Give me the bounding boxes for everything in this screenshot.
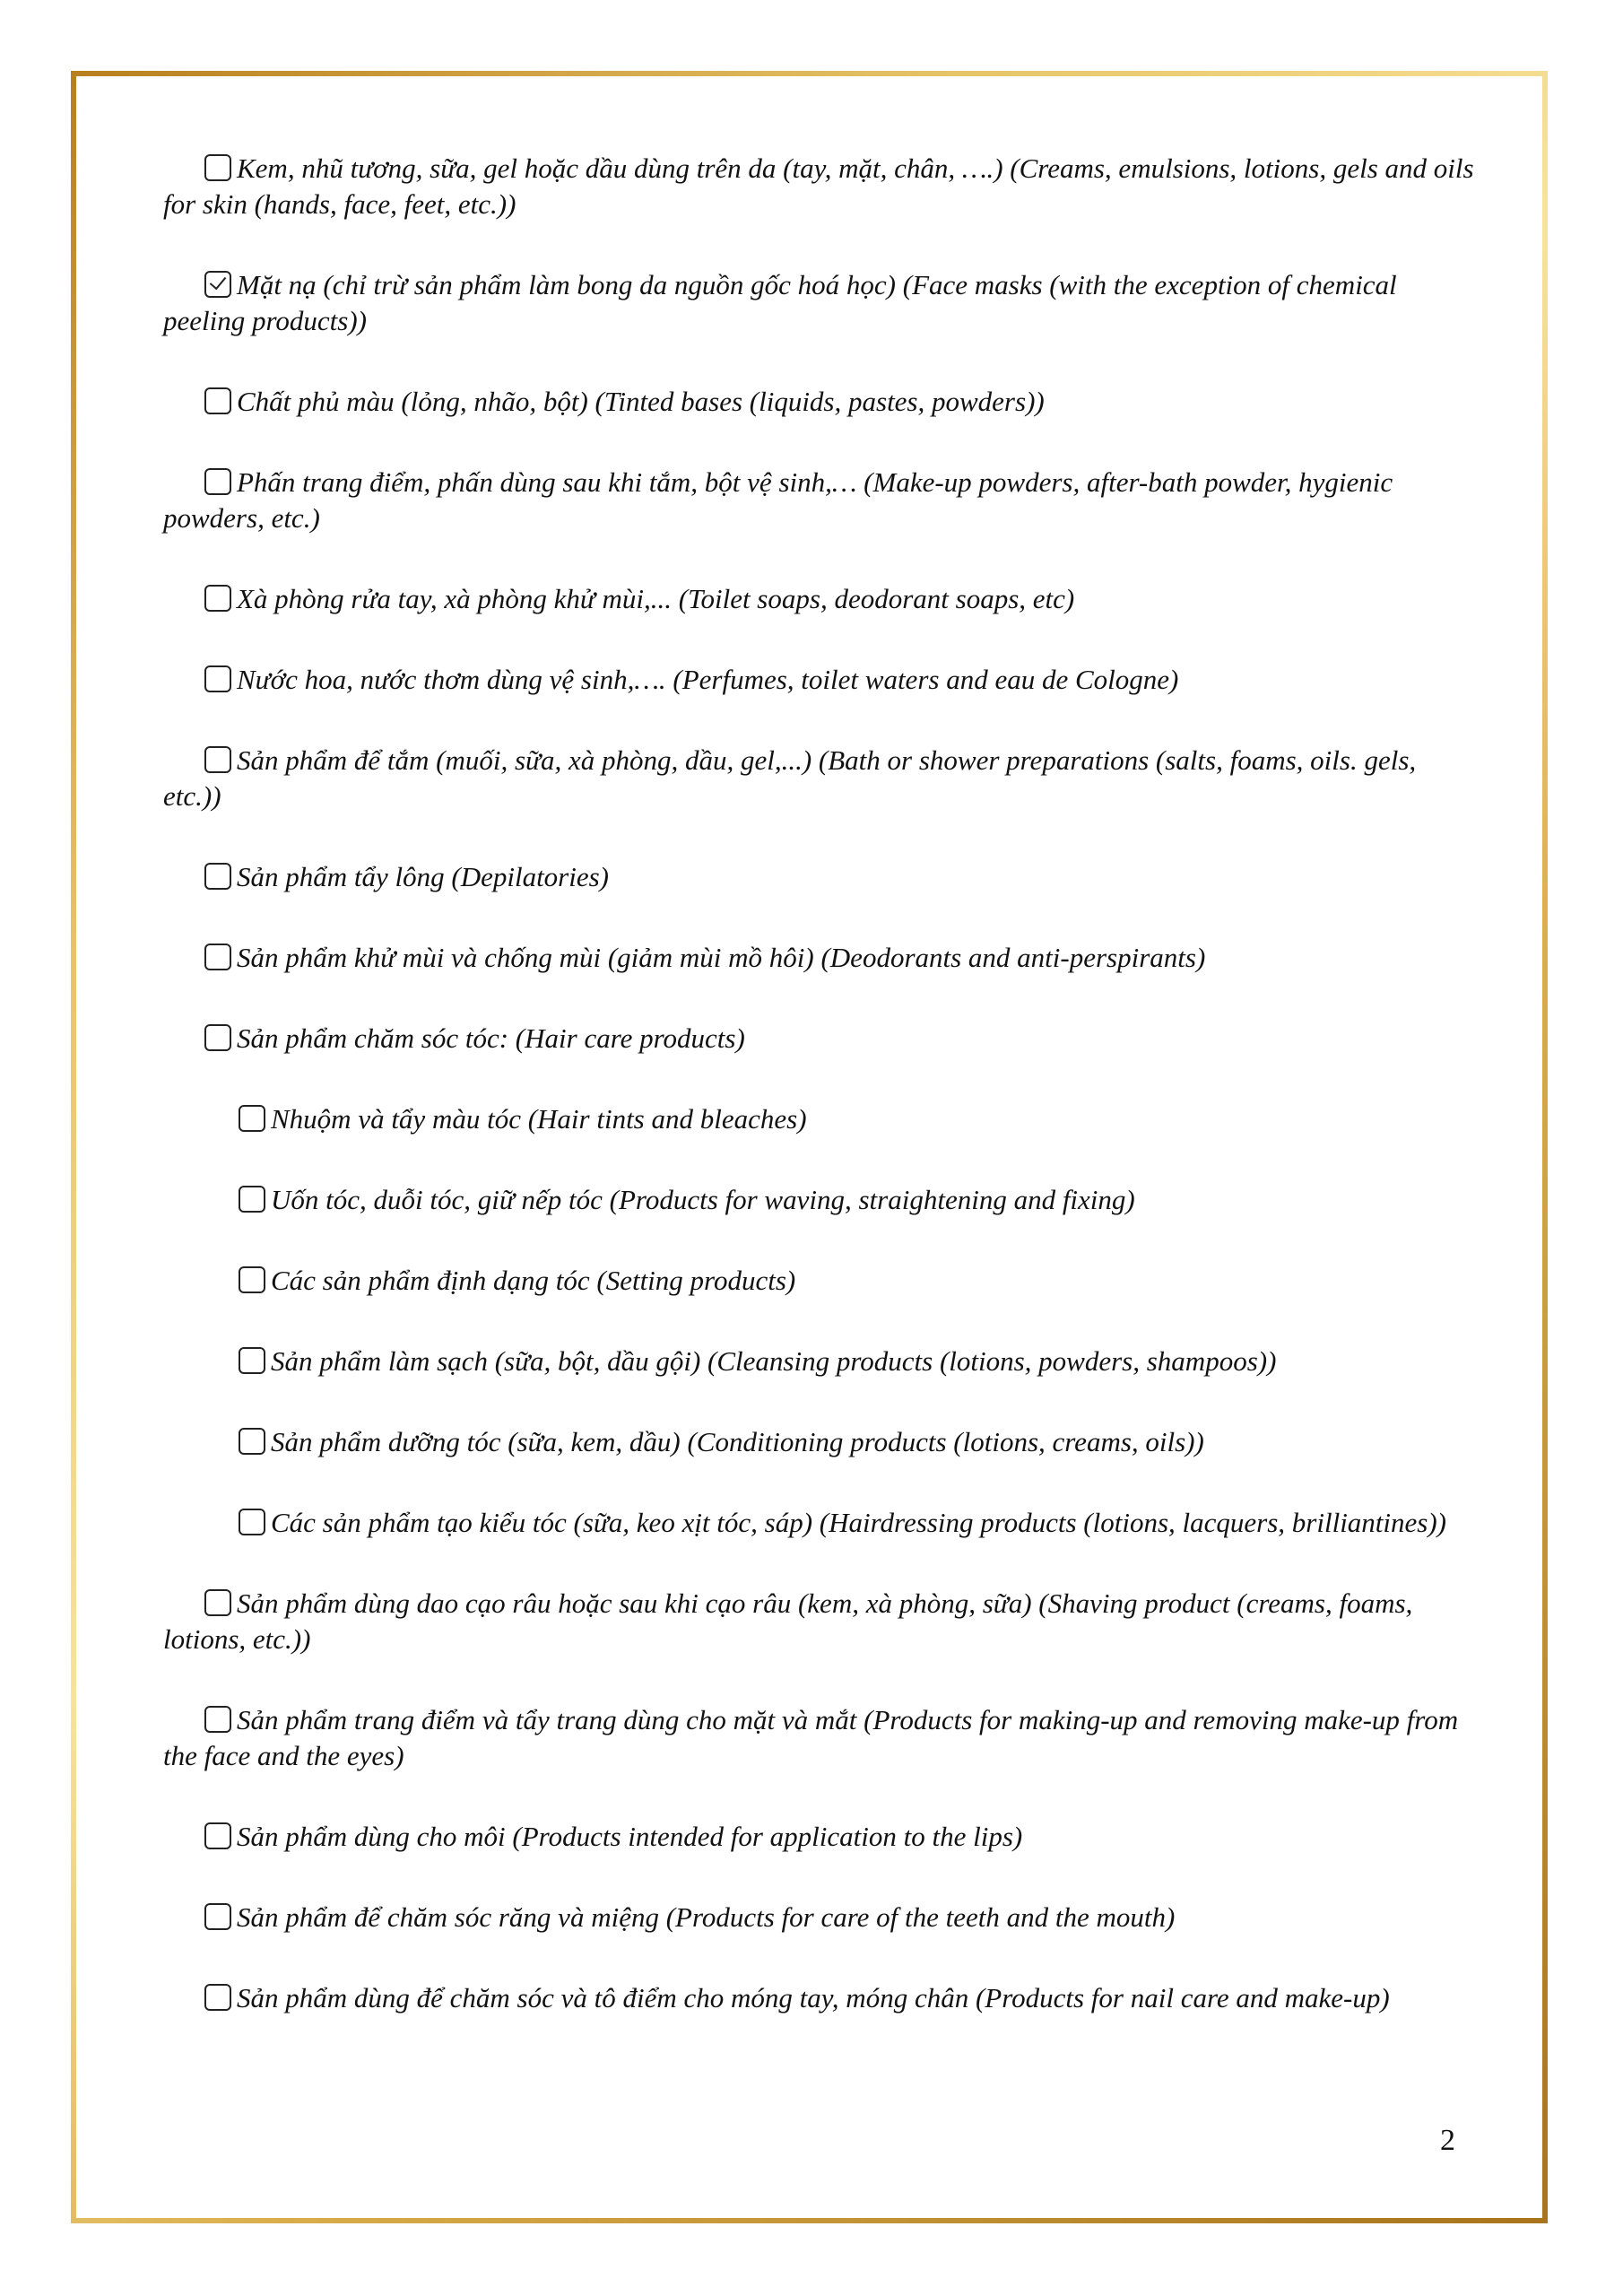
checklist-item — [163, 743, 1480, 814]
checklist-item-label: Sản phẩm để chăm sóc răng và miệng (Products for care of the teeth and the mouth) — [237, 1901, 1176, 1933]
checklist-item-label: Nhuộm và tẩy màu tóc (Hair tints and bleaches) — [271, 1103, 807, 1135]
checklist-item — [163, 267, 1480, 339]
checkbox[interactable] — [204, 1984, 231, 2011]
checklist-item — [163, 940, 1480, 976]
checklist-item — [163, 1819, 1480, 1855]
checkbox[interactable] — [239, 1266, 265, 1293]
checklist-subitem — [163, 1101, 1480, 1137]
checklist-item-label: Sản phẩm trang điểm và tẩy trang dùng cho mặt và mắt (Products for making-up and removing make-up from the face and the eyes) — [163, 1704, 1459, 1771]
checkbox[interactable] — [204, 1589, 231, 1616]
checkbox[interactable] — [204, 585, 231, 612]
checklist-item — [163, 465, 1480, 536]
checklist-item-label: Mặt nạ (chỉ trừ sản phẩm làm bong da nguồn gốc hoá học) (Face masks (with the exception of chemical peeling products)) — [163, 269, 1397, 336]
checkbox[interactable] — [239, 1428, 265, 1455]
checklist-item — [163, 1980, 1480, 2016]
checklist-item-label: Sản phẩm dùng để chăm sóc và tô điểm cho móng tay, móng chân (Products for nail care and make-up) — [237, 1982, 1390, 2013]
checklist-item-label: Xà phòng rửa tay, xà phòng khử mùi,... (Toilet soaps, deodorant soaps, etc) — [237, 583, 1075, 614]
checklist-subitem — [163, 1182, 1480, 1218]
checklist-item — [163, 1021, 1480, 1057]
checkbox[interactable] — [204, 1822, 231, 1849]
checklist-item-label: Kem, nhũ tương, sữa, gel hoặc dầu dùng trên da (tay, mặt, chân, ….) (Creams, emulsions, lotions, gels and oils for skin (hands, face, feet, etc.)) — [163, 152, 1474, 220]
checklist-item-label: Sản phẩm dùng cho môi (Products intended for application to the lips) — [237, 1821, 1023, 1852]
cosmetic-category-checklist — [163, 151, 1480, 2061]
checklist-item-label: Nước hoa, nước thơm dùng vệ sinh,…. (Perfumes, toilet waters and eau de Cologne) — [237, 664, 1179, 695]
page-number: 2 — [1440, 2124, 1455, 2157]
checkbox[interactable] — [204, 665, 231, 692]
checkbox[interactable] — [239, 1105, 265, 1132]
checklist-item — [163, 151, 1480, 222]
checklist-item — [163, 384, 1480, 420]
checklist-item-label: Sản phẩm làm sạch (sữa, bột, dầu gội) (Cleansing products (lotions, powders, shampoos)) — [271, 1345, 1277, 1377]
checklist-item — [163, 859, 1480, 895]
checklist-item — [163, 1702, 1480, 1774]
checkbox[interactable] — [204, 863, 231, 890]
checklist-item-label: Sản phẩm để tắm (muối, sữa, xà phòng, dầu, gel,...) (Bath or shower preparations (salts, foams, oils. gels, etc.)) — [163, 744, 1417, 812]
checklist-subitem — [163, 1263, 1480, 1299]
checklist-item — [163, 581, 1480, 617]
checkbox[interactable] — [204, 944, 231, 970]
checklist-subitem — [163, 1344, 1480, 1379]
checklist-subitem — [163, 1424, 1480, 1460]
checklist-item-label: Các sản phẩm định dạng tóc (Setting products) — [271, 1265, 796, 1296]
checklist-item-label: Các sản phẩm tạo kiểu tóc (sữa, keo xịt tóc, sáp) (Hairdressing products (lotions, lacquers, brilliantines)) — [271, 1507, 1447, 1538]
checkbox[interactable] — [204, 468, 231, 495]
checkbox[interactable] — [239, 1509, 265, 1535]
checkbox[interactable] — [204, 154, 231, 181]
checklist-item-label: Uốn tóc, duỗi tóc, giữ nếp tóc (Products for waving, straightening and fixing) — [271, 1184, 1135, 1215]
checklist-item-label: Sản phẩm chăm sóc tóc: (Hair care products) — [237, 1022, 745, 1054]
checklist-item-label: Sản phẩm khử mùi và chống mùi (giảm mùi mồ hôi) (Deodorants and anti-perspirants) — [237, 942, 1206, 973]
checklist-item-label: Sản phẩm tẩy lông (Depilatories) — [237, 861, 610, 892]
checkbox[interactable] — [239, 1347, 265, 1374]
checklist-subitem — [163, 1505, 1480, 1541]
checkbox[interactable] — [204, 746, 231, 773]
checklist-item — [163, 1586, 1480, 1657]
checklist-item — [163, 662, 1480, 698]
checklist-item-label: Chất phủ màu (lỏng, nhão, bột) (Tinted bases (liquids, pastes, powders)) — [237, 386, 1045, 417]
checklist-item-label: Sản phẩm dùng dao cạo râu hoặc sau khi cạo râu (kem, xà phòng, sữa) (Shaving product (creams, foams, lotions, etc.)) — [163, 1587, 1413, 1655]
checklist-item — [163, 1900, 1480, 1935]
checklist-item-label: Phấn trang điểm, phấn dùng sau khi tắm, bột vệ sinh,… (Make-up powders, after-bath powder, hygienic powders, etc.) — [163, 466, 1393, 534]
checklist-item-label: Sản phẩm dưỡng tóc (sữa, kem, dầu) (Conditioning products (lotions, creams, oils)) — [271, 1426, 1204, 1457]
checkbox[interactable] — [204, 387, 231, 414]
checkbox[interactable] — [204, 1706, 231, 1733]
checkbox[interactable] — [204, 1903, 231, 1930]
checkbox[interactable] — [239, 1186, 265, 1213]
checkbox-checked[interactable] — [204, 271, 231, 298]
checkbox[interactable] — [204, 1024, 231, 1051]
